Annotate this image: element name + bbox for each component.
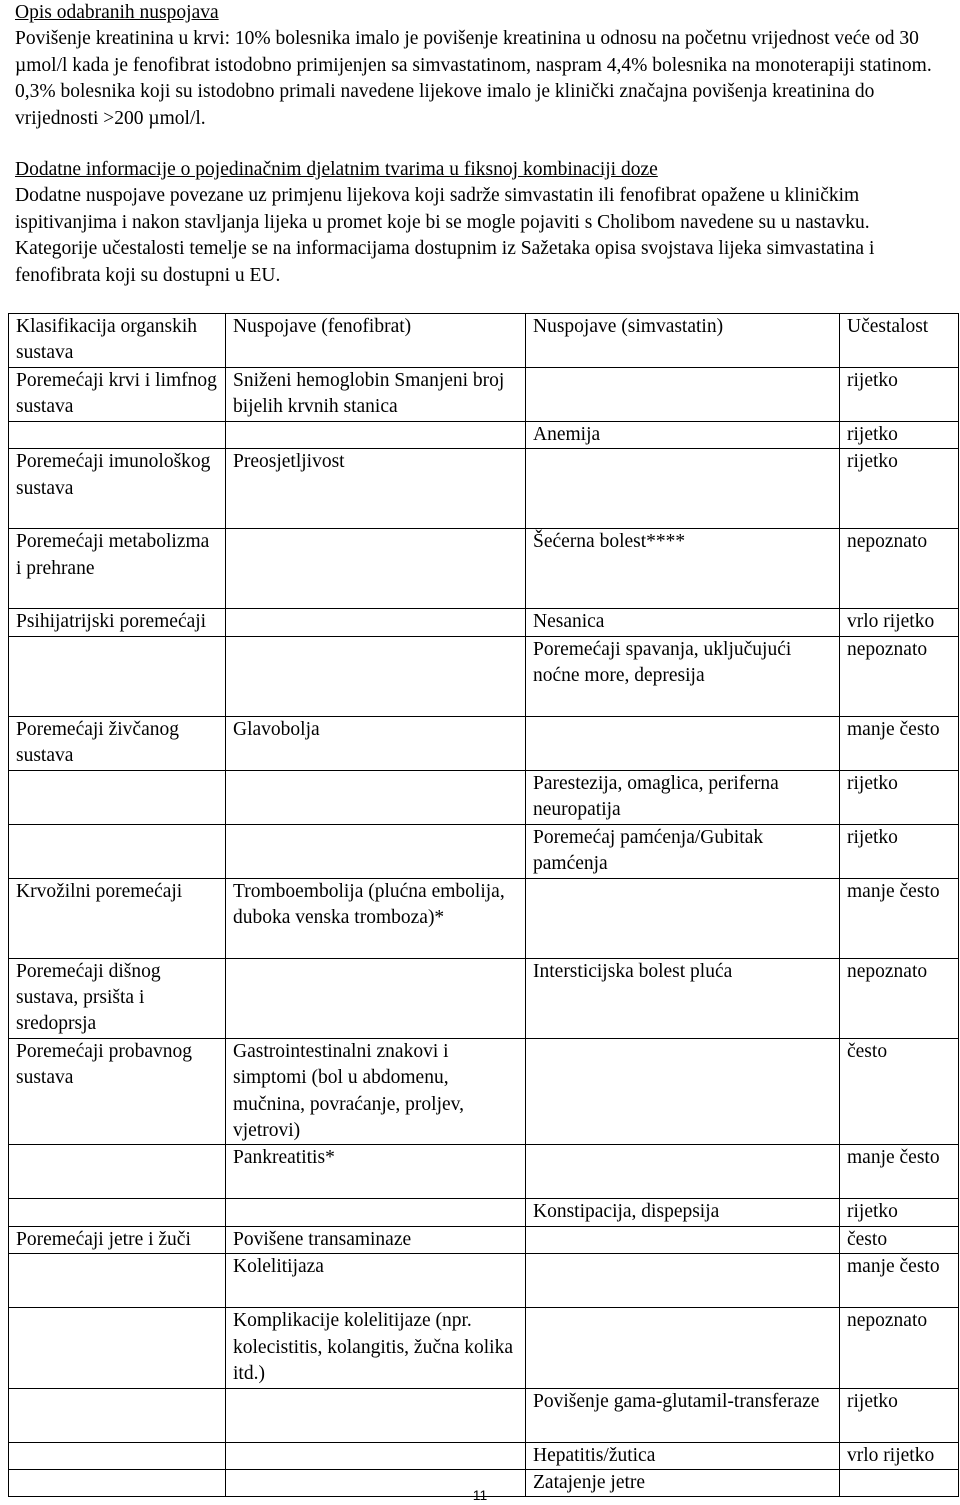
table-cell [526, 878, 840, 958]
table-cell: nepoznato [840, 636, 959, 716]
table-cell [526, 1145, 840, 1199]
table-cell [226, 824, 526, 878]
table-cell [526, 1038, 840, 1145]
table-row [9, 609, 959, 636]
table-cell [526, 1226, 840, 1253]
table-cell: Poremećaji dišnog sustava, prsišta i sredoprsja [9, 958, 226, 1038]
table-cell: rijetko [840, 1388, 959, 1442]
table-row [9, 636, 959, 716]
table-cell [526, 449, 840, 529]
table-cell [9, 1442, 226, 1469]
table-row [9, 716, 959, 770]
table-row [9, 1254, 959, 1308]
table-row [9, 1038, 959, 1145]
table-cell: Anemija [526, 421, 840, 448]
table-row [9, 770, 959, 824]
table-cell: Gastrointestinalni znakovi i simptomi (bol u abdomenu, mučnina, povraćanje, proljev, vjetrovi) [226, 1038, 526, 1145]
table-cell: Nesanica [526, 609, 840, 636]
table-row [9, 421, 959, 448]
header-cell: Nuspojave (fenofibrat) [226, 314, 526, 368]
table-cell [9, 1254, 226, 1308]
table-cell: Intersticijska bolest pluća [526, 958, 840, 1038]
table-cell [226, 636, 526, 716]
header-cell: Učestalost [840, 314, 959, 368]
table-row [9, 878, 959, 958]
table-row [9, 1145, 959, 1199]
table-cell [9, 770, 226, 824]
table-cell: Poremećaji imunološkog sustava [9, 449, 226, 529]
table-cell [526, 716, 840, 770]
table-cell [226, 529, 526, 609]
table-cell: Kolelitijaza [226, 1254, 526, 1308]
table-cell: rijetko [840, 824, 959, 878]
table-cell: Konstipacija, dispepsija [526, 1199, 840, 1226]
paragraph-text-a: Povišenje kreatinina u krvi: 10% bolesnika imalo je povišenje kreatinina u odnosu na početnu vrijednost veće od 30 µmol/l kada je fenofibrat istodobno primijenjen sa simvastatinom, naspram 4,4% bolesnika na monoterapiji statinom. [15, 28, 932, 76]
table-cell: manje često [840, 878, 959, 958]
table-cell: rijetko [840, 1199, 959, 1226]
table-cell: Sniženi hemoglobin Smanjeni broj bijelih krvnih stanica [226, 367, 526, 421]
table-cell: Poremećaj pamćenja/Gubitak pamćenja [526, 824, 840, 878]
table-cell: vrlo rijetko [840, 1442, 959, 1469]
section-paragraph [15, 26, 955, 132]
table-cell: Parestezija, omaglica, periferna neuropatija [526, 770, 840, 824]
table-cell [9, 1199, 226, 1226]
table-cell: Poremećaji spavanja, uključujući noćne more, depresija [526, 636, 840, 716]
table-cell [226, 1199, 526, 1226]
table-row [9, 1442, 959, 1469]
header-cell: Klasifikacija organskih sustava [9, 314, 226, 368]
table-cell: manje često [840, 1145, 959, 1199]
table-cell: Pankreatitis* [226, 1145, 526, 1199]
table-cell: Glavobolja [226, 716, 526, 770]
table-cell [9, 1308, 226, 1388]
table-cell [226, 1388, 526, 1442]
table-cell [526, 367, 840, 421]
table-cell [226, 1442, 526, 1469]
table-cell: Komplikacije kolelitijaze (npr. kolecistitis, kolangitis, žučna kolika itd.) [226, 1308, 526, 1388]
table-cell: rijetko [840, 770, 959, 824]
table-cell: Šećerna bolest**** [526, 529, 840, 609]
table-cell: Poremećaji metabolizma i prehrane [9, 529, 226, 609]
table-cell [526, 1254, 840, 1308]
section-heading: Opis odabranih nuspojava [15, 2, 219, 23]
table-cell: Poremećaji krvi i limfnog sustava [9, 367, 226, 421]
table-cell: Povišenje gama-glutamil-transferaze [526, 1388, 840, 1442]
table-row [9, 449, 959, 529]
table-header-row [9, 314, 959, 368]
table-cell: vrlo rijetko [840, 609, 959, 636]
table-cell [226, 958, 526, 1038]
table-cell: nepoznato [840, 958, 959, 1038]
page-number: 11 [472, 1487, 488, 1503]
table-cell: rijetko [840, 449, 959, 529]
table-cell [226, 609, 526, 636]
table-row [9, 1226, 959, 1253]
table-cell: Poremećaji živčanog sustava [9, 716, 226, 770]
table-cell: manje često [840, 1254, 959, 1308]
table-row [9, 529, 959, 609]
table-cell: Poremećaji jetre i žuči [9, 1226, 226, 1253]
table-cell [9, 1145, 226, 1199]
table-row [9, 1388, 959, 1442]
table-cell: Hepatitis/žutica [526, 1442, 840, 1469]
adverse-reactions-table [8, 313, 959, 1497]
table-row [9, 1199, 959, 1226]
section-heading: Dodatne informacije o pojedinačnim djelatnim tvarima u fiksnoj kombinaciji doze [15, 159, 658, 180]
table-cell: rijetko [840, 367, 959, 421]
table-cell [9, 1388, 226, 1442]
table-cell: manje često [840, 716, 959, 770]
table-cell: rijetko [840, 421, 959, 448]
table-cell: često [840, 1226, 959, 1253]
table-cell: često [840, 1038, 959, 1145]
table-cell [526, 1308, 840, 1388]
table-cell: nepoznato [840, 529, 959, 609]
table-cell: Tromboembolija (plućna embolija, duboka venska tromboza)* [226, 878, 526, 958]
header-cell: Nuspojave (simvastatin) [526, 314, 840, 368]
table-cell: Psihijatrijski poremećaji [9, 609, 226, 636]
table-row [9, 367, 959, 421]
table-cell: nepoznato [840, 1308, 959, 1388]
table-cell [9, 636, 226, 716]
table-cell: Povišene transaminaze [226, 1226, 526, 1253]
table-cell [9, 824, 226, 878]
section-selected-adverse-reactions [15, 0, 955, 132]
table-cell: Zatajenje jetre [526, 1469, 840, 1496]
table-cell: Poremećaji probavnog sustava [9, 1038, 226, 1145]
table-cell [9, 421, 226, 448]
paragraph-text-b: 0,3% bolesnika koji su istodobno primali navedene lijekove imalo je klinički značajna povišenja kreatinina do vrijednosti >200 µmol/l. [15, 81, 875, 129]
section-paragraph: Dodatne nuspojave povezane uz primjenu lijekova koji sadrže simvastatin ili fenofibrat opažene u kliničkim ispitivanjima i nakon stavljanja lijeka u promet koje bi se mogle pojaviti s Cholibom navedene su u nastavku. Kategorije učestalosti temelje se na informacijama dostupnim iz Sažetaka opisa svojstava lijeka simvastatina i fenofibrata koji su dostupni u EU. [15, 185, 875, 286]
table-body [9, 367, 959, 1497]
table-row [9, 824, 959, 878]
section-additional-information [15, 157, 955, 289]
table-cell [226, 770, 526, 824]
table-cell: Preosjetljivost [226, 449, 526, 529]
table-row [9, 958, 959, 1038]
table-cell: Krvožilni poremećaji [9, 878, 226, 958]
table-cell [226, 421, 526, 448]
table-row [9, 1308, 959, 1388]
